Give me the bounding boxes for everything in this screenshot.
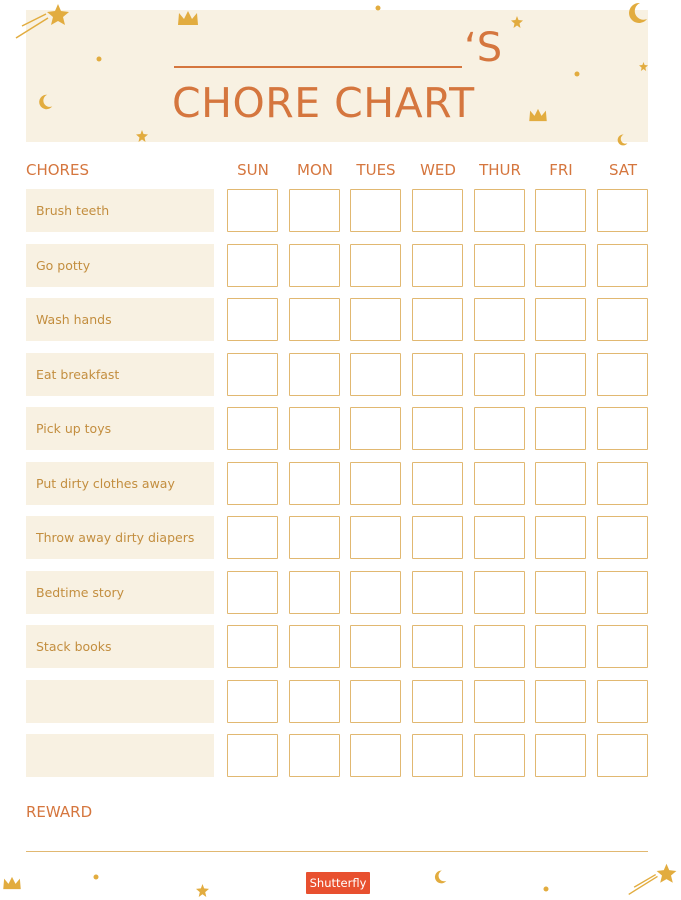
crown-icon [177, 10, 199, 26]
checkbox-sun[interactable] [227, 734, 278, 777]
chore-row-label [26, 407, 214, 450]
checkbox-fri[interactable] [535, 516, 586, 559]
moon-icon [626, 2, 648, 24]
checkbox-tues[interactable] [350, 680, 401, 723]
checkbox-fri[interactable] [535, 625, 586, 668]
checkbox-sat[interactable] [597, 407, 648, 450]
checkbox-sun[interactable] [227, 680, 278, 723]
star-icon [639, 62, 648, 71]
checkbox-thur[interactable] [474, 407, 525, 450]
checkbox-mon[interactable] [289, 571, 340, 614]
day-header-wed: WED [420, 161, 456, 179]
chore-text: Go potty [36, 258, 91, 273]
checkbox-sat[interactable] [597, 516, 648, 559]
checkbox-wed[interactable] [412, 353, 463, 396]
checkbox-sat[interactable] [597, 680, 648, 723]
checkbox-mon[interactable] [289, 407, 340, 450]
checkbox-wed[interactable] [412, 189, 463, 232]
day-header-fri: FRI [549, 161, 573, 179]
checkbox-sun[interactable] [227, 353, 278, 396]
dot-icon [574, 71, 580, 77]
checkbox-mon[interactable] [289, 189, 340, 232]
reward-line [26, 851, 648, 852]
checkbox-sun[interactable] [227, 625, 278, 668]
checkbox-fri[interactable] [535, 571, 586, 614]
checkbox-sat[interactable] [597, 353, 648, 396]
checkbox-thur[interactable] [474, 353, 525, 396]
shooting-star-icon [14, 2, 72, 42]
name-blank-line [174, 66, 462, 68]
chore-row-label [26, 734, 214, 777]
checkbox-mon[interactable] [289, 298, 340, 341]
day-header-mon: MON [297, 161, 333, 179]
checkbox-fri[interactable] [535, 462, 586, 505]
chore-row-label [26, 680, 214, 723]
checkbox-tues[interactable] [350, 625, 401, 668]
checkbox-wed[interactable] [412, 516, 463, 559]
shutterfly-logo: Shutterfly [306, 872, 370, 894]
checkbox-tues[interactable] [350, 353, 401, 396]
chore-row-label [26, 244, 214, 287]
chore-row-label [26, 462, 214, 505]
dot-icon [375, 5, 381, 11]
checkbox-sun[interactable] [227, 571, 278, 614]
checkbox-thur[interactable] [474, 680, 525, 723]
crown-icon [528, 108, 548, 122]
checkbox-sat[interactable] [597, 244, 648, 287]
chore-text: Brush teeth [36, 203, 110, 218]
checkbox-tues[interactable] [350, 298, 401, 341]
checkbox-sun[interactable] [227, 298, 278, 341]
checkbox-thur[interactable] [474, 462, 525, 505]
moon-icon [616, 134, 628, 146]
checkbox-wed[interactable] [412, 244, 463, 287]
dot-icon [93, 874, 99, 880]
chore-text: Eat breakfast [36, 367, 120, 382]
checkbox-thur[interactable] [474, 734, 525, 777]
checkbox-mon[interactable] [289, 625, 340, 668]
star-icon [196, 884, 209, 897]
checkbox-mon[interactable] [289, 734, 340, 777]
chore-row-label [26, 516, 214, 559]
chore-row-label [26, 189, 214, 232]
checkbox-sun[interactable] [227, 462, 278, 505]
chore-row-label [26, 625, 214, 668]
chore-text: Wash hands [36, 312, 112, 327]
checkbox-wed[interactable] [412, 462, 463, 505]
checkbox-mon[interactable] [289, 462, 340, 505]
checkbox-mon[interactable] [289, 680, 340, 723]
checkbox-tues[interactable] [350, 734, 401, 777]
checkbox-fri[interactable] [535, 734, 586, 777]
checkbox-sat[interactable] [597, 298, 648, 341]
dot-icon [543, 886, 549, 892]
checkbox-fri[interactable] [535, 407, 586, 450]
checkbox-sat[interactable] [597, 734, 648, 777]
moon-icon [37, 94, 53, 110]
checkbox-thur[interactable] [474, 516, 525, 559]
checkbox-sat[interactable] [597, 189, 648, 232]
chore-text: Bedtime story [36, 585, 125, 600]
checkbox-mon[interactable] [289, 244, 340, 287]
shooting-star-icon [626, 862, 680, 898]
day-header-tues: TUES [356, 161, 396, 179]
chore-text: Pick up toys [36, 421, 112, 436]
checkbox-wed[interactable] [412, 680, 463, 723]
checkbox-fri[interactable] [535, 244, 586, 287]
checkbox-sun[interactable] [227, 516, 278, 559]
chore-text: Throw away dirty diapers [36, 530, 195, 545]
checkbox-tues[interactable] [350, 462, 401, 505]
checkbox-wed[interactable] [412, 407, 463, 450]
chore-text: Stack books [36, 639, 112, 654]
checkbox-sun[interactable] [227, 189, 278, 232]
checkbox-tues[interactable] [350, 516, 401, 559]
checkbox-tues[interactable] [350, 571, 401, 614]
chores-header: CHORES [26, 161, 89, 179]
day-header-sat: SAT [608, 161, 638, 179]
checkbox-sat[interactable] [597, 625, 648, 668]
checkbox-wed[interactable] [412, 298, 463, 341]
checkbox-wed[interactable] [412, 734, 463, 777]
checkbox-sat[interactable] [597, 462, 648, 505]
checkbox-sun[interactable] [227, 407, 278, 450]
checkbox-fri[interactable] [535, 353, 586, 396]
checkbox-fri[interactable] [535, 680, 586, 723]
page-title: CHORE CHART [172, 79, 475, 127]
checkbox-fri[interactable] [535, 189, 586, 232]
moon-icon [433, 870, 447, 884]
checkbox-fri[interactable] [535, 298, 586, 341]
reward-label: REWARD [26, 803, 93, 821]
day-header-thur: THUR [479, 161, 521, 179]
checkbox-thur[interactable] [474, 571, 525, 614]
apostrophe-s: ‘S [464, 25, 503, 71]
dot-icon [96, 56, 102, 62]
chore-row-label [26, 353, 214, 396]
crown-icon [2, 876, 22, 890]
checkbox-tues[interactable] [350, 407, 401, 450]
chore-text: Put dirty clothes away [36, 476, 175, 491]
checkbox-thur[interactable] [474, 189, 525, 232]
checkbox-mon[interactable] [289, 516, 340, 559]
day-header-sun: SUN [237, 161, 269, 179]
star-icon [136, 130, 148, 142]
checkbox-mon[interactable] [289, 353, 340, 396]
checkbox-tues[interactable] [350, 244, 401, 287]
checkbox-thur[interactable] [474, 298, 525, 341]
chore-row-label [26, 571, 214, 614]
checkbox-wed[interactable] [412, 571, 463, 614]
checkbox-thur[interactable] [474, 625, 525, 668]
checkbox-tues[interactable] [350, 189, 401, 232]
checkbox-thur[interactable] [474, 244, 525, 287]
checkbox-sun[interactable] [227, 244, 278, 287]
star-icon [511, 16, 523, 28]
checkbox-wed[interactable] [412, 625, 463, 668]
chore-row-label [26, 298, 214, 341]
checkbox-sat[interactable] [597, 571, 648, 614]
